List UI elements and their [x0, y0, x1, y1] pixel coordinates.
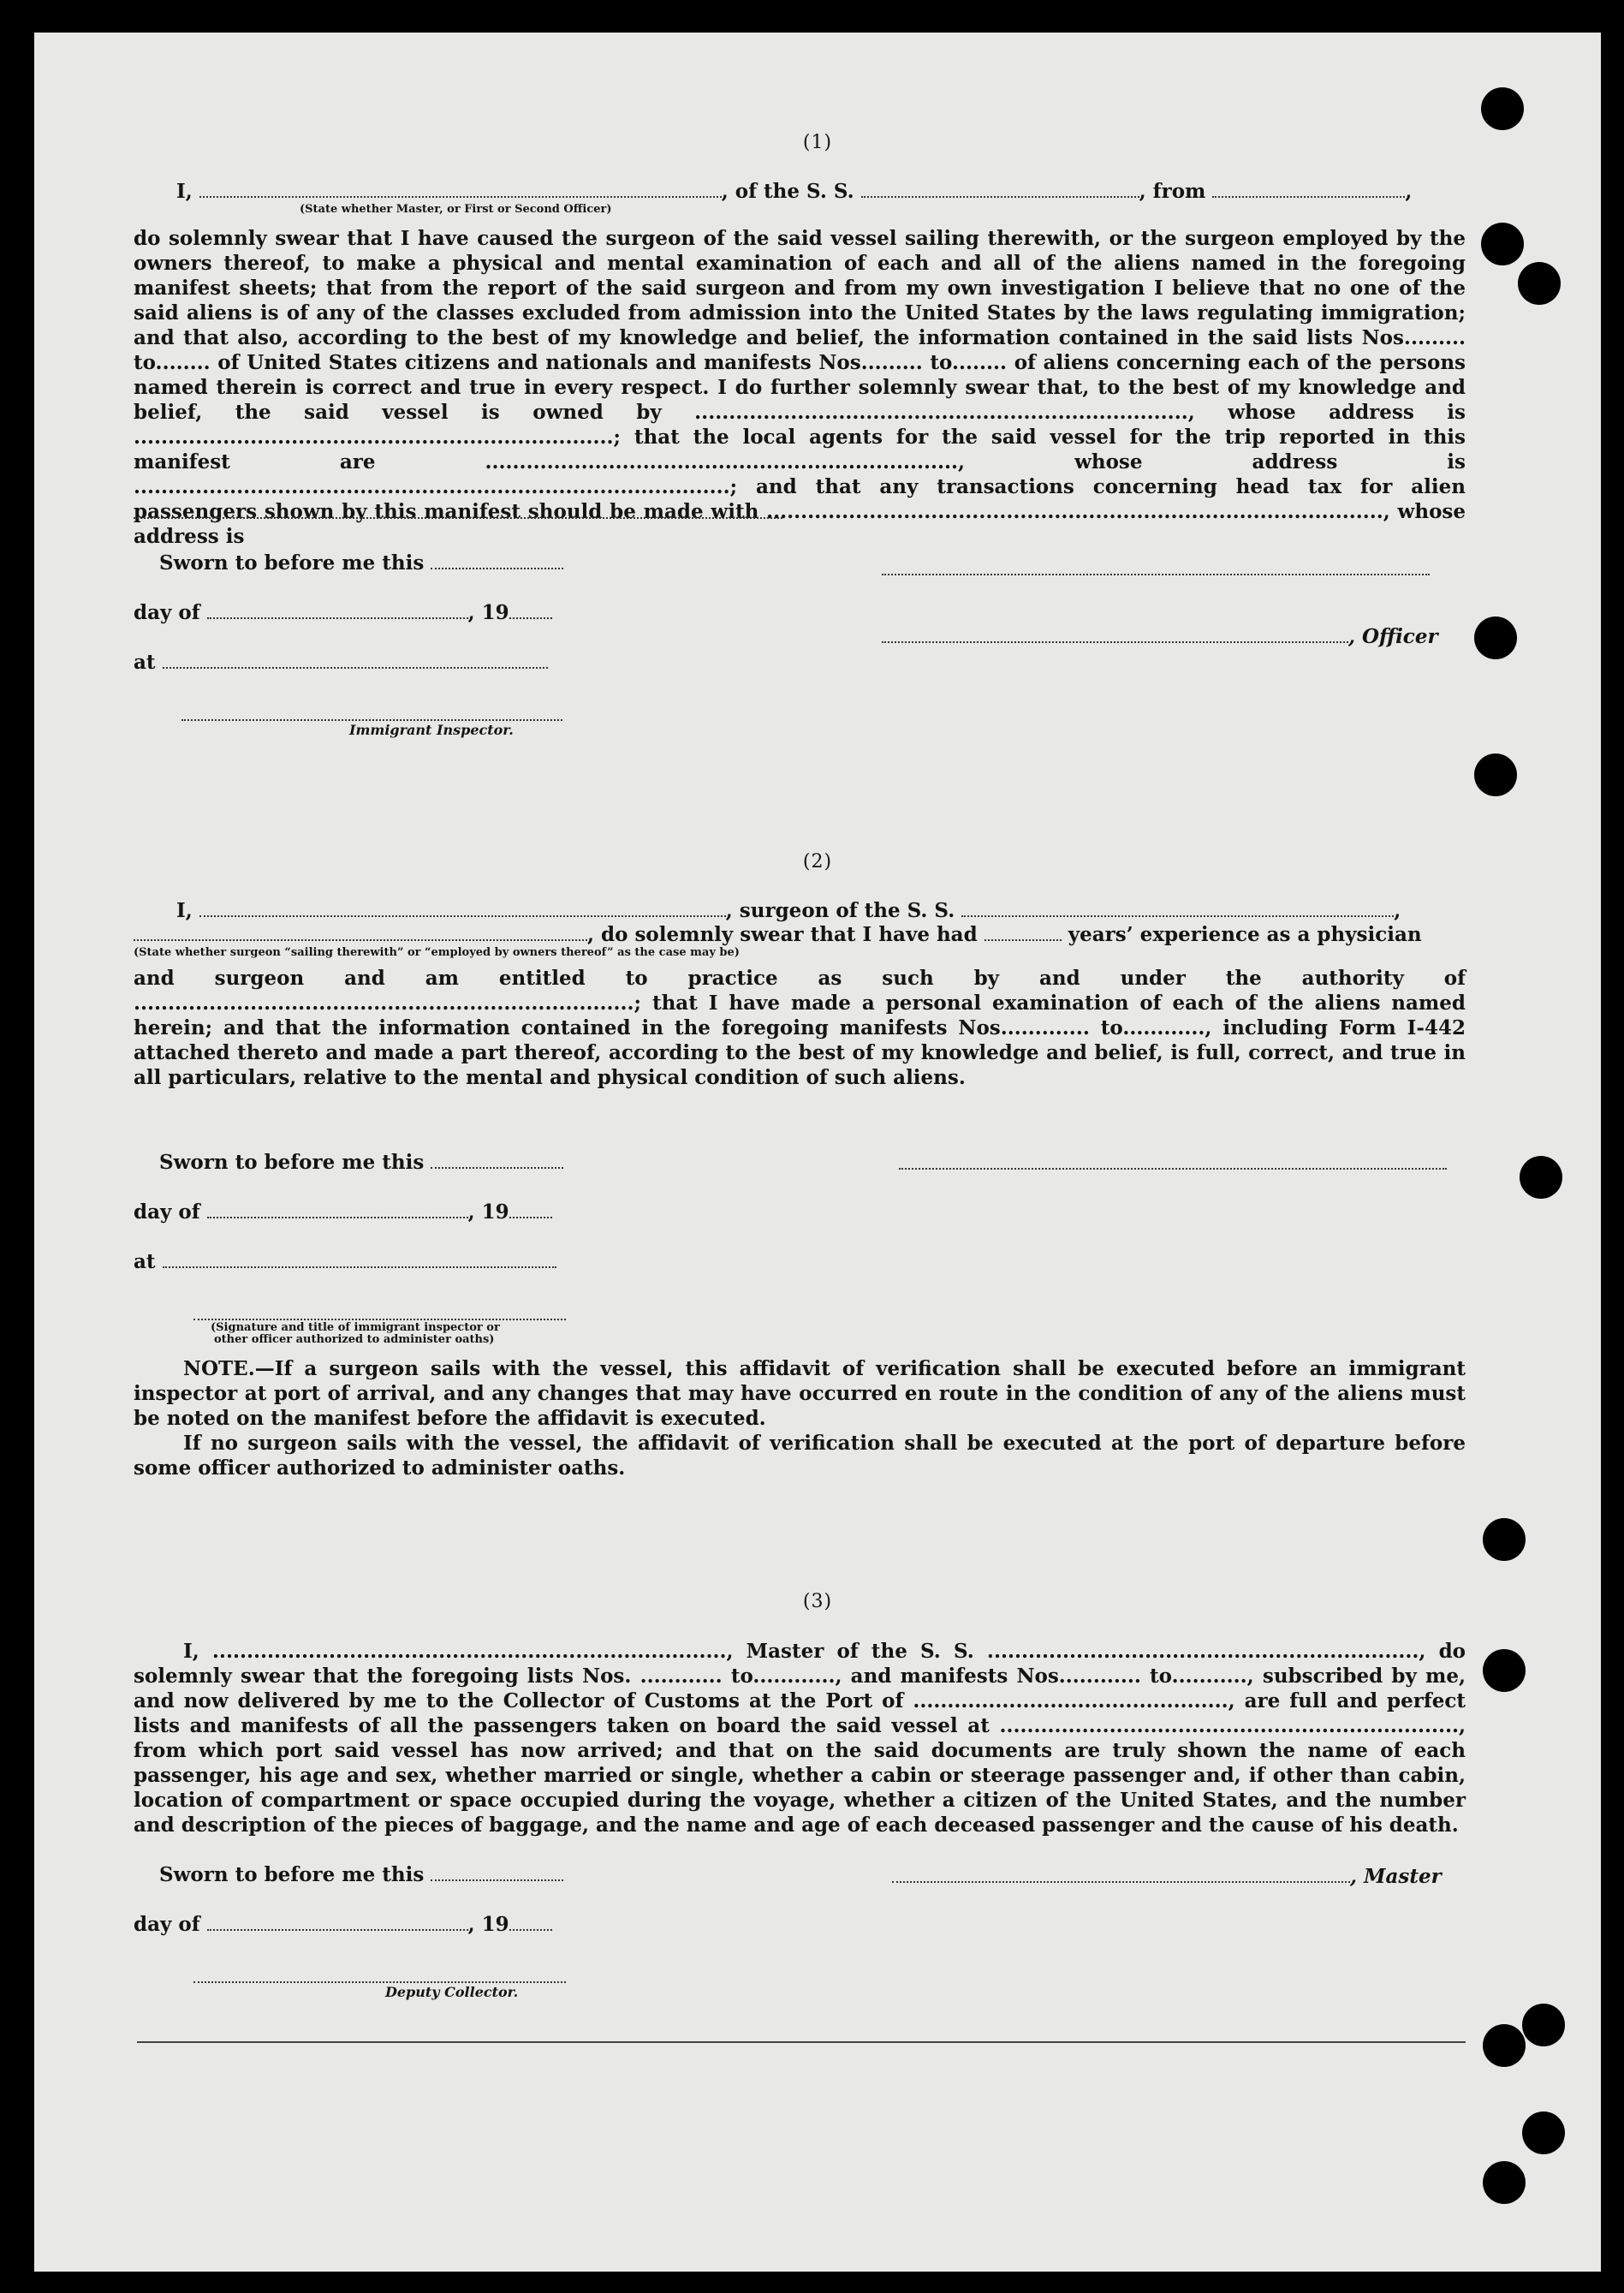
year-field[interactable]: [509, 602, 552, 619]
section-2-note: NOTE.—If a surgeon sails with the vessel, this affidavit of verification shall be executed before an immigrant inspector at port of arrival, and any changes that may have occurred en route in the condition of any of the aliens must be noted on the manifest before the affidavit is executed. If no surgeon sails with the vessel, the affidavit of verification shall be executed at the port of departure before some officer authorized to administer oaths.: [134, 1357, 1466, 1480]
punch-hole: [1518, 262, 1561, 305]
from-port-field[interactable]: [1212, 181, 1405, 198]
section-2-sworn-line: Sworn to before me this: [159, 1151, 563, 1174]
section-3-oath-text: I, ..........................................................................., Master of the S. S. ..............................................................., do solemnly swear that the foregoing lists Nos. ............ to............, and manifests Nos............ to..........., subscribed by me, and now delivered by me to the Collector of Customs at the Port of .............................................., are full and perfect lists and manifests of all the passengers taken on board the said vessel at ..................................................................., from which port said vessel has now arrived; and that on the said documents are truly shown the name of each passenger, his age and sex, whether married or single, whether a cabin or steerage passenger and, if other than cabin, location of compartment or space occupied during the voyage, whether a citizen of the United States, and the number and description of the pieces of baggage, and the name and age of each deceased passenger and the cause of his death.: [134, 1640, 1466, 1837]
section-1-officer-line: , Officer: [882, 625, 1438, 648]
punch-hole: [1483, 2161, 1526, 2204]
surgeon-caption: (State whether surgeon “sailing therewith” or “employed by owners thereof” as the case may be): [134, 946, 740, 959]
day-month-field[interactable]: [207, 602, 468, 619]
section-3-number: (3): [802, 1591, 833, 1612]
punch-hole: [1522, 2111, 1565, 2154]
section-3-master-line: , Master: [892, 1865, 1442, 1888]
collector-caption: Deputy Collector.: [385, 1984, 519, 2000]
punch-hole: [1483, 1518, 1526, 1561]
punch-hole: [1481, 223, 1524, 265]
section-3-day-line: day of , 19: [134, 1913, 552, 1936]
sworn-date-field[interactable]: [431, 1864, 563, 1881]
officer-title-field[interactable]: [882, 626, 1348, 643]
bottom-rule: [137, 2041, 1466, 2043]
sworn-date-field[interactable]: [431, 552, 563, 569]
address-field[interactable]: [134, 515, 782, 519]
section-1-oath-text: do solemnly swear that I have caused the surgeon of the said vessel sailing therewith, or the surgeon employed by the owners thereof, to make a physical and mental examination of each and all of the aliens named in the foregoing manifest sheets; that from the report of the said surgeon and from my own investigation I believe that no one of the said aliens is of any of the classes excluded from admission into the United States by the laws regulating immigration; and that also, according to the best of my knowledge and belief, the information contained in the said lists Nos......... to........ of United States citizens and nationals and manifests Nos......... to........ of aliens concerning each of the persons named therein is correct and true in every respect. I do further solemnly swear that, to the best of my knowledge and belief, the said vessel is owned by ........................................................................, whose address is ......................................................................; that the local agents for the said vessel for the trip reported in this manifest are ....................................................................., whose address is .......................................................................................; and that any transactions concerning head tax for alien passengers shown by this manifest should be made with .........................................................................................., whose address is: [134, 227, 1466, 548]
punch-hole: [1483, 2024, 1526, 2067]
inspector-caption: Immigrant Inspector.: [349, 722, 514, 738]
section-1-number: (1): [802, 132, 833, 153]
section-2-at-line: at: [134, 1250, 556, 1273]
section-2-first-line: I, , surgeon of the S. S. ,: [176, 899, 1401, 922]
year-field[interactable]: [509, 1914, 552, 1931]
inspector-signature-field[interactable]: [193, 1317, 566, 1320]
section-2-day-line: day of , 19: [134, 1200, 552, 1224]
year-field[interactable]: [509, 1201, 552, 1218]
punch-hole: [1520, 1156, 1562, 1199]
at-place-field[interactable]: [163, 1251, 556, 1268]
punch-hole: [1481, 87, 1524, 130]
inspector-signature-field[interactable]: [181, 718, 562, 721]
punch-hole: [1474, 753, 1517, 796]
collector-signature-field[interactable]: [193, 1980, 566, 1983]
section-2-number: (2): [802, 851, 833, 873]
section-3-sworn-line: Sworn to before me this: [159, 1863, 563, 1886]
signature-caption-line-2: other officer authorized to administer oaths): [214, 1333, 495, 1346]
surgeon-vessel-field[interactable]: [961, 900, 1394, 917]
surgeon-status-field[interactable]: [134, 924, 587, 941]
officer-name-field[interactable]: [199, 181, 722, 198]
master-signature-field[interactable]: [892, 1866, 1350, 1883]
punch-hole: [1483, 1649, 1526, 1692]
surgeon-signature-field[interactable]: [899, 1166, 1447, 1170]
section-1-first-line: I, , of the S. S. , from ,: [176, 180, 1413, 203]
vessel-name-field[interactable]: [861, 181, 1139, 198]
surgeon-name-field[interactable]: [199, 900, 726, 917]
day-month-field[interactable]: [207, 1914, 468, 1931]
section-2-oath-text: and surgeon and am entitled to practice as such by and under the authority of .........................................................................; that I have made a personal examination of each of the aliens named herein; and that the information contained in the foregoing manifests Nos............. to............, including Form I-442 attached thereto and made a part thereof, according to the best of my knowledge and belief, is full, correct, and true in all particulars, relative to the mental and physical condition of such aliens.: [134, 967, 1466, 1089]
document-page: [34, 33, 1601, 2272]
at-place-field[interactable]: [163, 652, 548, 669]
sworn-date-field[interactable]: [431, 1152, 563, 1169]
section-2-second-line: , do solemnly swear that I have had years’ experience as a physician: [134, 923, 1422, 946]
punch-hole: [1474, 616, 1517, 659]
years-experience-field[interactable]: [985, 924, 1062, 941]
officer-caption: (State whether Master, or First or Second Officer): [300, 203, 612, 216]
section-1-day-line: day of , 19: [134, 601, 552, 624]
section-1-at-line: at: [134, 651, 548, 674]
officer-signature-field[interactable]: [882, 572, 1430, 575]
day-month-field[interactable]: [207, 1201, 468, 1218]
section-1-sworn-line: Sworn to before me this: [159, 551, 563, 575]
signature-caption-line-1: (Signature and title of immigrant inspector or: [211, 1321, 500, 1334]
punch-hole: [1522, 2004, 1565, 2046]
